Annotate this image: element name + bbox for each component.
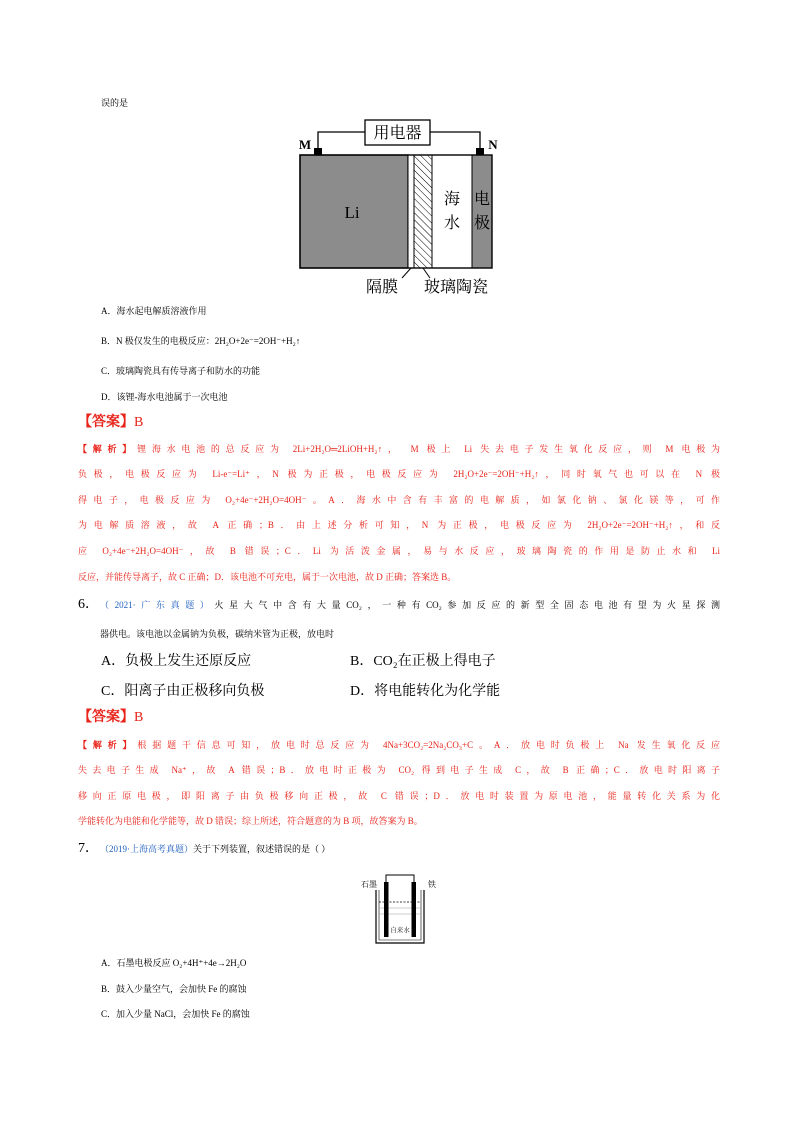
analysis-text: 根据题干信息可知，放电时总反应为 4Na+3CO₂=2Na₂CO₃+C。A．放电时负极上 Na 发生氧化反应: [137, 740, 720, 750]
q7-number: 7．: [78, 841, 99, 856]
q6-stem-line: 器供电。该电池以金属钠为负极，碳纳米管为正极，放电时: [100, 629, 335, 639]
seawater: [432, 155, 472, 268]
seawater-label-2: 水: [443, 215, 461, 232]
answer-value: B: [134, 415, 144, 430]
terminal-m-label: M: [298, 137, 312, 152]
wire-left: [318, 132, 365, 148]
option-text: 负极上发生还原反应: [125, 654, 252, 669]
option-key: A．: [101, 306, 117, 316]
q6-option-d: [350, 682, 500, 702]
q5-answer: [78, 413, 143, 433]
q5-analysis-line: 反应，并能传导离子，故 C 正确；D．该电池不可充电，属于一次电池，故 D 正确；答案选 B。: [78, 572, 457, 582]
cathode-electrode: [472, 155, 492, 268]
q7-option-c: [101, 1004, 721, 1024]
stem-formula: CO₂: [346, 600, 362, 610]
option-text: 阳离子由正极移向负极: [124, 684, 265, 699]
connecting-wire: [386, 875, 414, 882]
option-text: 在正极上得电子: [397, 654, 496, 669]
solution-label: 自来水: [390, 927, 410, 934]
q6-source: （2021·广东真题）: [100, 600, 215, 610]
q5-analysis-line: 得电子，电极反应为 O₂+4e⁻+2H₂O=4OH⁻。A．海水中含有丰富的电解质，如氯化钠、氯化镁等，可作: [78, 495, 720, 505]
answer-value: B: [134, 710, 144, 725]
separator-leader: [402, 268, 411, 278]
q7-option-a: [101, 953, 721, 973]
electrode-label-2: 极: [473, 215, 491, 232]
q6-analysis-line: 移向正原电极，即阳离子由负极移向正极，故 C 错误；D．放电时装置为原电池，能量转化关系为化: [78, 791, 720, 801]
stem-text: 关于下列装置，叙述错误的是（ ）: [193, 844, 331, 854]
option-key: B．: [101, 336, 117, 346]
option-key: C．: [101, 366, 117, 376]
option-key: B．: [350, 654, 374, 669]
seawater-label-1: 海: [443, 191, 461, 208]
terminal-n-label: N: [488, 137, 498, 152]
q6-stem-line: [100, 595, 720, 615]
separator: [408, 155, 414, 268]
option-text: 玻璃陶瓷具有传导离子和防水的功能: [116, 366, 261, 376]
option-key: A．: [101, 654, 126, 669]
option-text: 海水起电解质溶液作用: [116, 306, 207, 316]
option-text: 石墨电极反应 O₂+4H⁺+4e→2H₂O: [116, 958, 247, 968]
load-label: 用电器: [373, 125, 422, 142]
q5-analysis-line: 应 O₂+4e⁻+2H₂O=4OH⁻，故 B 错误；C．Li 为活泼金属，易与水反应，玻璃陶瓷的作用是防止水和 Li: [78, 546, 720, 556]
option-key: D．: [101, 392, 117, 402]
graphite-label: 石墨: [361, 880, 377, 889]
q7-stem-line: [100, 839, 720, 859]
q6-option-c: [101, 682, 264, 702]
q5-option-b: [101, 331, 721, 351]
q6-option-b: [350, 652, 496, 672]
iron-electrode: [412, 882, 417, 937]
option-text: 加入少量 NaCl，会加快 Fe 的腐蚀: [116, 1009, 250, 1019]
answer-tag: 【答案】: [78, 415, 134, 430]
beaker-outer: [376, 890, 424, 943]
graphite-electrode: [384, 882, 389, 937]
option-key: C．: [101, 684, 125, 699]
q6-number: 6．: [78, 597, 99, 612]
ceramic-label: 玻璃陶瓷: [423, 279, 489, 296]
glass-ceramic: [414, 155, 432, 268]
answer-tag: 【答案】: [78, 710, 134, 725]
q6-analysis-line: [78, 735, 720, 755]
option-text: 该锂-海水电池属于一次电池: [116, 392, 228, 402]
analysis-tag: 【解析】: [78, 444, 138, 454]
analysis-text: 锂海水电池的总反应为 2Li+2H₂O═2LiOH+H₂↑， M 极上 Li 失去电子发生氧化反应，则 M 电极为: [137, 444, 720, 454]
q6-analysis-line: 学能转化为电能和化学能等，故 D 错误；综上所述，符合题意的为 B 项，故答案为 B。: [78, 816, 423, 826]
analysis-tag: 【解析】: [78, 740, 138, 750]
option-formula: CO₂: [373, 654, 398, 669]
q5-analysis-line: 为电解质溶液，故 A 正确；B．由上述分析可知，N 为正极，电极反应为 2H₂O+2e⁻=2OH⁻+H₂↑，和反: [78, 520, 720, 530]
separator-label: 隔膜: [365, 279, 399, 296]
q5-option-a: [101, 301, 721, 321]
q7-source: （2019·上海高考真题）: [100, 844, 193, 854]
wire-right: [430, 132, 480, 148]
terminal-m: [314, 148, 322, 155]
stem-formula: CO₂: [426, 600, 442, 610]
terminal-n: [476, 148, 484, 155]
option-text: N 极仅发生的电极反应：: [116, 336, 215, 346]
option-key: D．: [350, 684, 375, 699]
anode-label: Li: [344, 203, 360, 222]
q5-option-d: [101, 387, 721, 407]
q7-option-b: [101, 979, 721, 999]
stem-text: 火星大气中含有大量: [214, 600, 347, 610]
option-key: B．: [101, 984, 117, 994]
q6-option-a: [101, 652, 251, 672]
ceramic-leader: [423, 268, 430, 278]
option-key: C．: [101, 1009, 117, 1019]
stem-text: 参加反应的新型全固态电池有望为火星探测: [441, 600, 720, 610]
q5-analysis-line: [78, 439, 720, 459]
option-text: 将电能转化为化学能: [374, 684, 501, 699]
q5-option-c: [101, 361, 721, 381]
electrode-label-1: 电: [473, 191, 491, 208]
iron-label: 铁: [428, 880, 436, 889]
li-seawater-battery-diagram: [290, 110, 510, 300]
stem-text: ，一种有: [361, 600, 427, 610]
option-key: A．: [101, 958, 117, 968]
q6-answer: [78, 708, 143, 728]
q6-analysis-line: 失去电子生成 Na⁺，故 A 错误；B．放电时正极为 CO₂ 得到电子生成 C，故 B 正确；C．放电时阳离子: [78, 765, 720, 775]
q5-stem-tail: 误的是: [101, 98, 129, 108]
q5-analysis-line: 负极，电极反应为 Li-e⁻=Li⁺，N 极为正极，电极反应为 2H₂O+2e⁻=2OH⁻+H₂↑，同时氧气也可以在 N 极: [78, 469, 720, 479]
option-formula: 2H₂O+2e⁻=2OH⁻+H₂↑: [214, 336, 301, 346]
option-text: 鼓入少量空气，会加快 Fe 的腐蚀: [116, 984, 247, 994]
corrosion-beaker-diagram: [350, 866, 450, 950]
